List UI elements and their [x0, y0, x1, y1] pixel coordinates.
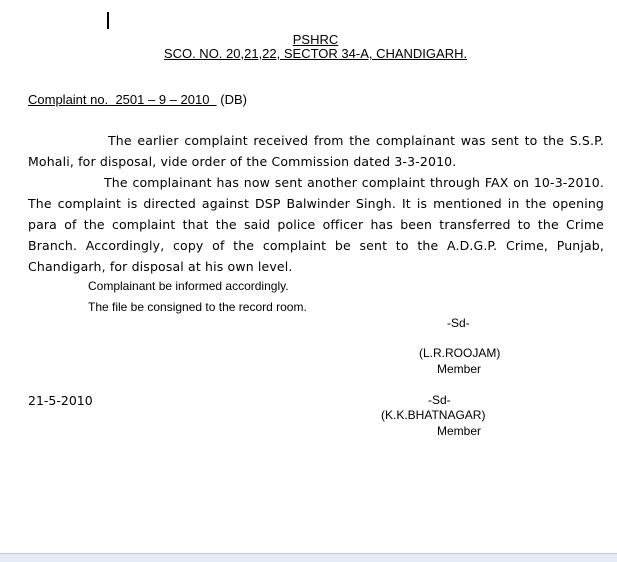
complaint-number: 2501 – 9 – 2010: [108, 92, 217, 107]
signatory-title-2: Member: [437, 424, 482, 438]
header-org-name: PSHRC: [292, 32, 339, 47]
signatory-title-1: Member: [437, 362, 482, 376]
text-cursor: [107, 12, 109, 29]
order-date: 21-5-2010: [28, 393, 93, 408]
signatory-name-1: (L.R.ROOJAM): [419, 346, 501, 360]
body-line-informed: Complainant be informed accordingly.: [88, 279, 289, 293]
body-paragraph-2: The complainant has now sent another complaint through FAX on 10-3-2010. The complaint is directed against DSP Balwinder Singh. It is mentioned in the opening para of the complaint that the said police officer has been transferred to the Crime Branch. Accordingly, copy of the complaint be sent to the A.D.G.P. Crime, Punjab, Chandigarh, for disposal at his own level.: [28, 175, 604, 274]
signature-sd-2: -Sd-: [428, 393, 451, 407]
signature-sd-1: -Sd-: [447, 316, 470, 330]
header-address: SCO. NO. 20,21,22, SECTOR 34-A, CHANDIGARH.: [163, 46, 468, 61]
complaint-label: Complaint no. 2501 – 9 – 2010: [28, 92, 217, 107]
body-paragraph-1: The earlier complaint received from the complainant was sent to the S.S.P. Mohali, for disposal, vide order of the Commission dated 3-3-2010.: [28, 133, 604, 169]
complaint-suffix: (DB): [220, 92, 247, 107]
body-line-record-room: The file be consigned to the record room.: [88, 300, 307, 314]
signatory-name-2: (K.K.BHATNAGAR): [381, 408, 486, 422]
complaint-number-line: [28, 92, 247, 107]
